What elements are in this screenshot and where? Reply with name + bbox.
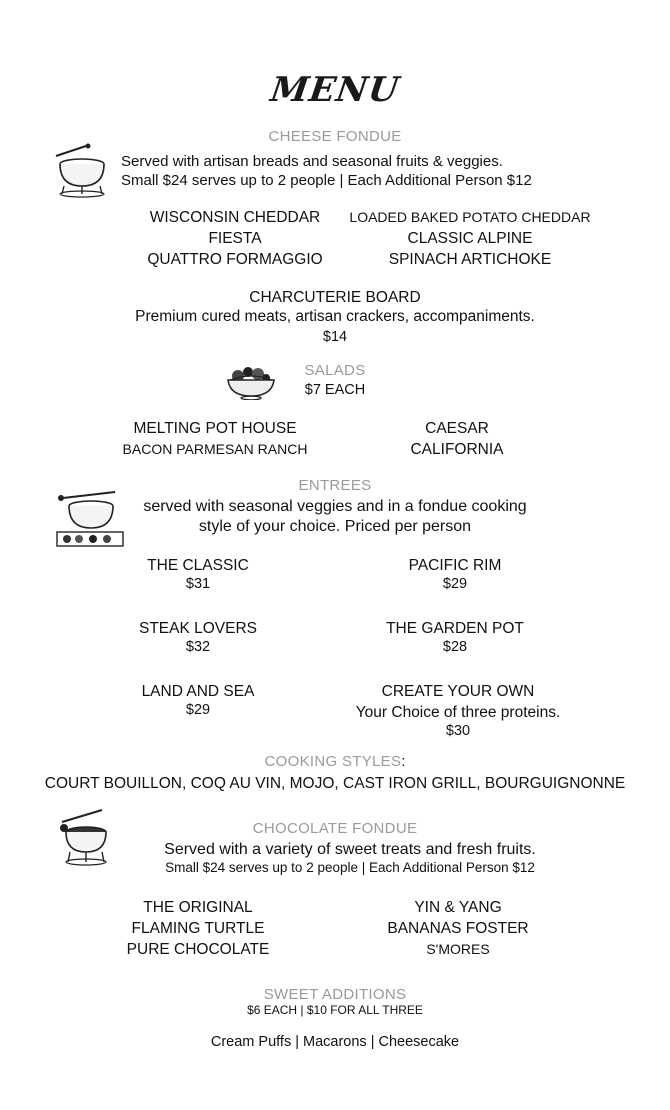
entree-price: $31 bbox=[185, 576, 211, 592]
cooking-styles-list: COURT BOUILLON, COQ AU VIN, MOJO, CAST IRON GRILL, BOURGUIGNONNE bbox=[44, 775, 626, 792]
chocolate-fondue-pricing: Small $24 serves up to 2 people | Each Additional Person $12 bbox=[165, 860, 535, 875]
list-item: YIN & YANG bbox=[414, 899, 502, 916]
charcuterie-desc: Premium cured meats, artisan crackers, accompaniments. bbox=[135, 308, 535, 325]
entree-item bbox=[345, 555, 565, 592]
sweet-additions-heading: SWEET ADDITIONS bbox=[263, 986, 407, 1003]
entree-item bbox=[88, 681, 308, 718]
list-item: LOADED BAKED POTATO CHEDDAR bbox=[349, 209, 591, 225]
entree-price: $28 bbox=[442, 639, 468, 655]
cheese-fondue-desc: Served with artisan breads and seasonal fruits & veggies. bbox=[121, 153, 503, 170]
list-item: PURE CHOCOLATE bbox=[126, 941, 270, 958]
cooking-styles-heading bbox=[0, 753, 670, 771]
entree-price: $32 bbox=[185, 639, 211, 655]
entree-item bbox=[345, 618, 565, 655]
charcuterie-name: CHARCUTERIE BOARD bbox=[249, 289, 421, 306]
list-item: QUATTRO FORMAGGIO bbox=[147, 251, 323, 268]
list-item: BACON PARMESAN RANCH bbox=[122, 441, 308, 457]
entree-item bbox=[88, 555, 308, 592]
chocolate-fondue-heading: CHOCOLATE FONDUE bbox=[252, 820, 418, 837]
entree-name: CREATE YOUR OWN bbox=[381, 683, 535, 700]
cheese-fondue-heading: CHEESE FONDUE bbox=[268, 128, 402, 145]
chocolate-right-list bbox=[348, 897, 568, 960]
list-item: CALIFORNIA bbox=[410, 441, 504, 458]
cooking-styles-label: COOKING STYLES bbox=[264, 753, 402, 770]
entrees-heading: ENTREES bbox=[298, 477, 372, 494]
list-item: WISCONSIN CHEDDAR bbox=[149, 209, 321, 226]
list-item: FLAMING TURTLE bbox=[131, 920, 265, 937]
entrees-desc-2: style of your choice. Priced per person bbox=[198, 518, 472, 535]
entree-price: $30 bbox=[445, 723, 471, 739]
entree-name: LAND AND SEA bbox=[141, 683, 255, 700]
entrees-desc: served with seasonal veggies and in a fondue cooking bbox=[143, 498, 527, 515]
list-item: FIESTA bbox=[208, 230, 262, 247]
salads-left-list bbox=[100, 418, 330, 460]
charcuterie-price: $14 bbox=[322, 329, 348, 345]
list-item: SPINACH ARTICHOKE bbox=[388, 251, 552, 268]
entree-price: $29 bbox=[442, 576, 468, 592]
list-item: THE ORIGINAL bbox=[143, 899, 253, 916]
salads-price: $7 EACH bbox=[304, 382, 366, 398]
list-item: MELTING POT HOUSE bbox=[133, 420, 297, 437]
entree-name: THE CLASSIC bbox=[147, 557, 249, 574]
entree-note: Your Choice of three proteins. bbox=[355, 704, 561, 721]
entree-fondue-icon bbox=[55, 488, 127, 552]
salads-heading: SALADS bbox=[304, 362, 366, 379]
entree-name: STEAK LOVERS bbox=[138, 620, 257, 637]
entree-name: THE GARDEN POT bbox=[386, 620, 524, 637]
cheese-fondue-right-list bbox=[330, 207, 610, 270]
sweet-additions-list: Cream Puffs | Macarons | Cheesecake bbox=[210, 1034, 460, 1050]
list-item: BANANAS FOSTER bbox=[387, 920, 529, 937]
cheese-fondue-left-list bbox=[115, 207, 355, 270]
sweet-additions-price: $6 EACH | $10 FOR ALL THREE bbox=[247, 1003, 423, 1017]
entree-item bbox=[328, 681, 588, 739]
chocolate-left-list bbox=[88, 897, 308, 960]
entree-price: $29 bbox=[185, 702, 211, 718]
list-item: CLASSIC ALPINE bbox=[407, 230, 533, 247]
entree-item bbox=[88, 618, 308, 655]
list-item: S'MORES bbox=[426, 941, 490, 957]
menu-title: MENU bbox=[268, 70, 402, 110]
chocolate-fondue-desc: Served with a variety of sweet treats and fresh fruits. bbox=[164, 841, 536, 858]
salads-right-list bbox=[342, 418, 572, 460]
fondue-pot-icon bbox=[52, 142, 112, 198]
list-item: CAESAR bbox=[425, 420, 489, 437]
cheese-fondue-pricing: Small $24 serves up to 2 people | Each Additional Person $12 bbox=[121, 172, 532, 189]
entree-name: PACIFIC RIM bbox=[408, 557, 502, 574]
cooking-styles-colon: : bbox=[401, 753, 406, 770]
